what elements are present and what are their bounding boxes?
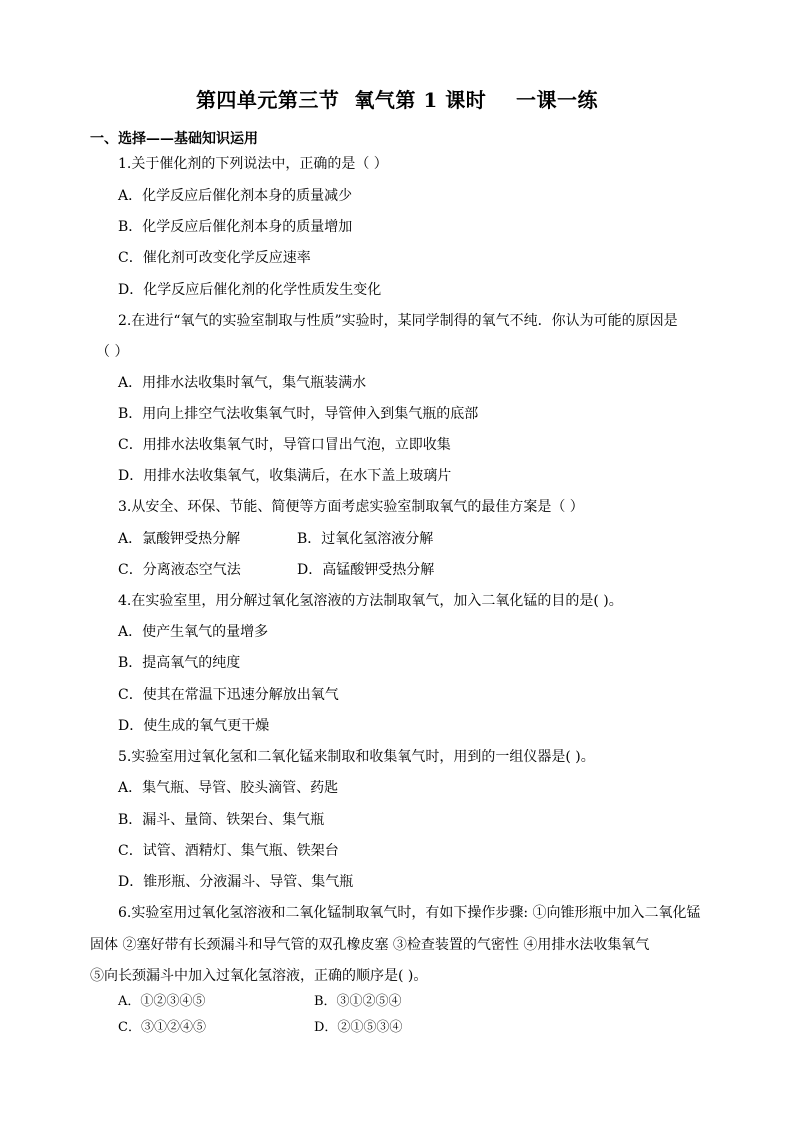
question-2-option-c: C．用排水法收集氧气时，导管口冒出气泡，立即收集 <box>118 437 451 453</box>
question-6-option-b: B．③①②⑤④ <box>314 994 402 1009</box>
question-2-option-a: A．用排水法收集时氧气，集气瓶装满水 <box>118 375 367 391</box>
question-5-option-a: A．集气瓶、导管、胶头滴管、药匙 <box>118 780 339 796</box>
question-3-option-c: C．分离液态空气法 <box>118 562 241 578</box>
question-1-option-a: A．化学反应后催化剂本身的质量减少 <box>118 188 353 204</box>
question-3-option-b: B．过氧化氢溶液分解 <box>297 531 434 547</box>
question-1-stem: 1.关于催化剂的下列说法中，正确的是（ ） <box>118 156 388 172</box>
question-4-option-b: B．提高氧气的纯度 <box>118 655 241 671</box>
question-6-option-a: A．①②③④⑤ <box>118 994 206 1009</box>
question-6-option-d: D．②①⑤③④ <box>314 1020 403 1035</box>
question-2-stem-continued: （ ） <box>96 344 129 360</box>
question-4-option-c: C．使其在常温下迅速分解放出氧气 <box>118 687 339 703</box>
question-6-option-c: C．③①②④⑤ <box>118 1020 206 1035</box>
question-3-option-a: A．氯酸钾受热分解 <box>118 531 241 547</box>
question-4-stem: 4.在实验室里，用分解过氧化氢溶液的方法制取氧气，加入二氧化锰的目的是( )。 <box>118 593 623 609</box>
question-3-option-d: D．高锰酸钾受热分解 <box>297 562 435 578</box>
section-heading: 一、选择——基础知识运用 <box>90 131 258 147</box>
question-5-option-d: D．锥形瓶、分液漏斗、导管、集气瓶 <box>118 874 354 890</box>
question-1-option-d: D．化学反应后催化剂的化学性质发生变化 <box>118 282 382 298</box>
question-5-option-b: B．漏斗、量筒、铁架台、集气瓶 <box>118 812 325 828</box>
page-title: 第四单元第三节 氧气第 1 课时 一课一练 <box>195 88 599 112</box>
question-2-option-d: D．用排水法收集氧气，收集满后，在水下盖上玻璃片 <box>118 468 452 484</box>
question-6-stem-line-3: ⑤向长颈漏斗中加入过氧化氢溶液，正确的顺序是( )。 <box>90 968 428 984</box>
question-1-option-c: C．催化剂可改变化学反应速率 <box>118 250 311 266</box>
question-4-option-a: A．使产生氧气的量增多 <box>118 624 269 640</box>
question-2-option-b: B．用向上排空气法收集氧气时，导管伸入到集气瓶的底部 <box>118 406 479 422</box>
question-3-stem: 3.从安全、环保、节能、简便等方面考虑实验室制取氧气的最佳方案是（ ） <box>118 499 584 515</box>
question-1-option-b: B．化学反应后催化剂本身的质量增加 <box>118 219 353 235</box>
question-4-option-d: D．使生成的氧气更干燥 <box>118 718 270 734</box>
question-5-option-c: C．试管、酒精灯、集气瓶、铁架台 <box>118 843 339 859</box>
question-2-stem: 2.在进行“氧气的实验室制取与性质”实验时，某同学制得的氧气不纯．你认为可能的原因是 <box>118 313 678 329</box>
question-6-stem-line-2: 固体 ②塞好带有长颈漏斗和导气管的双孔橡皮塞 ③检查装置的气密性 ④用排水法收集氧气 <box>90 937 650 953</box>
question-6-stem-line-1: 6.实验室用过氧化氢溶液和二氧化锰制取氧气时，有如下操作步骤: ①向锥形瓶中加入二氧化锰 <box>118 905 701 921</box>
question-5-stem: 5.实验室用过氧化氢和二氧化锰来制取和收集氧气时，用到的一组仪器是( )。 <box>118 749 595 765</box>
